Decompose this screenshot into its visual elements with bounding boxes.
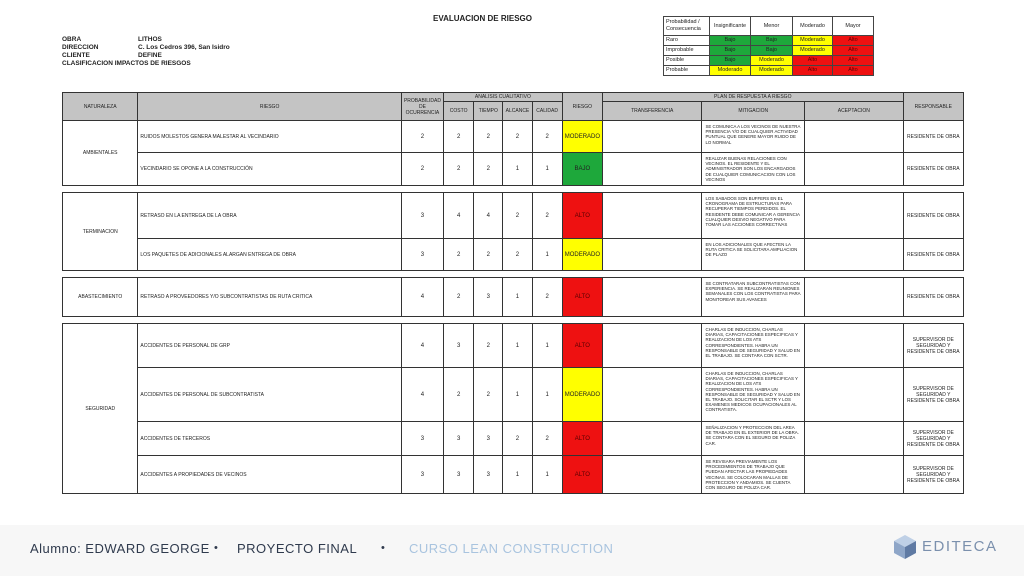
- legend-col-header: Insignificante: [710, 17, 751, 36]
- riesgo-cell: RETRASO A PROVEEDORES Y/O SUBCONTRATISTAS DE RUTA CRITICA: [138, 278, 401, 317]
- responsable-cell: SUPERVISOR DE SEGURIDAD Y RESIDENTE DE OBRA: [903, 456, 963, 494]
- legend-col-header: Moderado: [793, 17, 833, 36]
- legend-row: [664, 56, 874, 66]
- info-row-obra: OBRA LITHOS: [62, 36, 162, 43]
- mitigacion-cell: SEÑALIZACION Y PROTECCION DEL AREA DE TRABAJO EN EL EXTERIOR DE LA OBRA. SE CONTARA CON EL SEGURO DE POLIZA CAR.: [702, 422, 805, 456]
- group-spacer-cell: [63, 271, 964, 278]
- naturaleza-cell: TERMINACION: [63, 193, 138, 271]
- risk-level-badge: MODERADO: [562, 368, 602, 422]
- info-row-cliente: CLIENTE DEFINE: [62, 52, 162, 59]
- tiempo-cell: 4: [474, 193, 503, 239]
- calidad-cell: 1: [532, 239, 562, 271]
- aceptacion-cell: [805, 368, 904, 422]
- naturaleza-cell: AMBIENTALES: [63, 121, 138, 186]
- footer-project: PROYECTO FINAL: [237, 541, 358, 556]
- alcance-cell: 2: [503, 422, 532, 456]
- calidad-cell: 2: [532, 278, 562, 317]
- header-aceptacion: ACEPTACION: [805, 102, 904, 121]
- riesgo-cell: ACCIDENTES DE TERCEROS: [138, 422, 401, 456]
- table-row: [63, 193, 964, 239]
- header-riesgo-nivel: RIESGO: [562, 93, 602, 121]
- mitigacion-cell: CHARLAS DE INDUCCION, CHARLAS DIARIAS, CAPACITACIONES ESPECIFICAS Y REALIZACION DE LOS ATS CORRESPONDIENTES. HABRA UN RESPONSABLE DE SEGURIDAD Y SALUD EN EL TRABAJO. SE CONTARA CON SCTR.: [702, 324, 805, 368]
- footer-separator: •: [214, 542, 219, 554]
- transferencia-cell: [602, 368, 702, 422]
- legend-cell: Bajo: [710, 36, 751, 46]
- risk-matrix-legend: [663, 16, 874, 76]
- riesgo-cell: LOS PAQUETES DE ADICIONALES ALARGAN ENTREGA DE OBRA: [138, 239, 401, 271]
- header-naturaleza: NATURALEZA: [63, 93, 138, 121]
- footer-student: Alumno: EDWARD GEORGE: [30, 541, 210, 556]
- aceptacion-cell: [805, 193, 904, 239]
- tiempo-cell: 3: [474, 278, 503, 317]
- legend-cell: Bajo: [751, 46, 793, 56]
- costo-cell: 2: [444, 239, 474, 271]
- tiempo-cell: 3: [474, 456, 503, 494]
- risk-level-badge: MODERADO: [562, 239, 602, 271]
- probabilidad-cell: 2: [401, 121, 443, 153]
- transferencia-cell: [602, 456, 702, 494]
- calidad-cell: 1: [532, 324, 562, 368]
- risk-level-badge: MODERADO: [562, 121, 602, 153]
- mitigacion-cell: SE COMUNICA A LOS VECINOS DE NUESTRA PRESENCIA Y/O DE CUALQUIER ACTIVIDAD PUNTUAL QUE GENERE MAYOR RUIDO DE LO NORMAL: [702, 121, 805, 153]
- aceptacion-cell: [805, 324, 904, 368]
- legend-cell: Bajo: [710, 56, 751, 66]
- costo-cell: 3: [444, 324, 474, 368]
- risk-level-badge: ALTO: [562, 193, 602, 239]
- costo-cell: 3: [444, 456, 474, 494]
- transferencia-cell: [602, 193, 702, 239]
- probabilidad-cell: 3: [401, 422, 443, 456]
- alcance-cell: 2: [503, 239, 532, 271]
- legend-row: [664, 46, 874, 56]
- costo-cell: 2: [444, 278, 474, 317]
- legend-cell: Alto: [833, 46, 874, 56]
- transferencia-cell: [602, 324, 702, 368]
- header-transferencia: TRANSFERENCIA: [602, 102, 702, 121]
- calidad-cell: 2: [532, 121, 562, 153]
- risk-level-badge: ALTO: [562, 422, 602, 456]
- header-riesgo: RIESGO: [138, 93, 401, 121]
- editeca-cube-icon: [892, 534, 918, 560]
- table-row: [63, 121, 964, 153]
- costo-cell: 2: [444, 121, 474, 153]
- alcance-cell: 1: [503, 278, 532, 317]
- header-responsable: RESPONSABLE: [903, 93, 963, 121]
- aceptacion-cell: [805, 153, 904, 186]
- mitigacion-cell: REALIZAR BUENAS RELACIONES CON VECINOS. EL RESIDENTE Y EL ADMINISTRADOR SON LOS ENCARGADOS DE CUALQUIER COMUNICACION CON LOS VECINOS: [702, 153, 805, 186]
- probabilidad-cell: 3: [401, 456, 443, 494]
- riesgo-cell: RETRASO EN LA ENTREGA DE LA OBRA: [138, 193, 401, 239]
- risk-level-badge: ALTO: [562, 456, 602, 494]
- legend-row-label: Posible: [664, 56, 710, 66]
- alcance-cell: 1: [503, 456, 532, 494]
- responsable-cell: RESIDENTE DE OBRA: [903, 239, 963, 271]
- header-alcance: ALCANCE: [503, 102, 532, 121]
- probabilidad-cell: 4: [401, 324, 443, 368]
- mitigacion-cell: EN LOS ADICIONALES QUE AFECTEN LA RUTA CRITICA SE SOLICITARA AMPLIACION DE PLAZO: [702, 239, 805, 271]
- header-tiempo: TIEMPO: [474, 102, 503, 121]
- mitigacion-cell: SE REVISARA PREVIAMENTE LOS PROCEDIMIENTOS DE TRABAJO QUE PUEDAN AFECTAR LAS PROPIEDADES VECINAS. SE COLOCARAN MALLAS DE PROTECCION Y ANDAMIOS. SE CUENTA CON SEGURO DE POLIZA CAR.: [702, 456, 805, 494]
- aceptacion-cell: [805, 239, 904, 271]
- tiempo-cell: 2: [474, 153, 503, 186]
- riesgo-cell: ACCIDENTES A PROPIEDADES DE VECINOS: [138, 456, 401, 494]
- legend-cell: Alto: [833, 36, 874, 46]
- project-info: [62, 36, 230, 68]
- costo-cell: 3: [444, 422, 474, 456]
- calidad-cell: 1: [532, 456, 562, 494]
- legend-corner: Probabilidad / Consecuencia: [664, 17, 710, 36]
- legend-cell: Alto: [833, 56, 874, 66]
- transferencia-cell: [602, 239, 702, 271]
- info-row-direccion: DIRECCION C. Los Cedros 396, San Isidro: [62, 44, 230, 51]
- riesgo-cell: RUIDOS MOLESTOS GENERA MALESTAR AL VECINDARIO: [138, 121, 401, 153]
- table-row: [63, 278, 964, 317]
- legend-cell: Alto: [793, 66, 833, 76]
- risk-level-badge: ALTO: [562, 278, 602, 317]
- naturaleza-cell: ABASTECIMIENTO: [63, 278, 138, 317]
- mitigacion-cell: SE CONTRATARAN SUBCONTRATISTAS CON EXPERIENCIA. SE REALIZARAN REUNIONES SEMANALES CON LOS CONTRATISTAS PARA MONITOREAR SUS AVANCES: [702, 278, 805, 317]
- transferencia-cell: [602, 278, 702, 317]
- responsable-cell: SUPERVISOR DE SEGURIDAD Y RESIDENTE DE OBRA: [903, 368, 963, 422]
- footer-course: CURSO LEAN CONSTRUCTION: [409, 541, 614, 556]
- footer-separator: •: [381, 542, 386, 554]
- alcance-cell: 1: [503, 368, 532, 422]
- risk-level-badge: ALTO: [562, 324, 602, 368]
- header-calidad: CALIDAD: [532, 102, 562, 121]
- legend-row: [664, 66, 874, 76]
- costo-cell: 4: [444, 193, 474, 239]
- probabilidad-cell: 2: [401, 153, 443, 186]
- table-row: [63, 239, 964, 271]
- header-probabilidad: PROBABILIDAD DE OCURRENCIA: [401, 93, 443, 121]
- group-spacer-cell: [63, 186, 964, 193]
- probabilidad-cell: 3: [401, 239, 443, 271]
- probabilidad-cell: 4: [401, 368, 443, 422]
- responsable-cell: SUPERVISOR DE SEGURIDAD Y RESIDENTE DE OBRA: [903, 422, 963, 456]
- tiempo-cell: 2: [474, 324, 503, 368]
- transferencia-cell: [602, 153, 702, 186]
- riesgo-cell: ACCIDENTES DE PERSONAL DE SUBCONTRATISTA: [138, 368, 401, 422]
- legend-cell: Moderado: [710, 66, 751, 76]
- aceptacion-cell: [805, 422, 904, 456]
- editeca-logo: EDITECA: [922, 538, 998, 555]
- calidad-cell: 1: [532, 368, 562, 422]
- risk-table: [62, 92, 964, 494]
- header-analisis: ANALISIS CUALITATIVO: [444, 93, 563, 102]
- legend-row-label: Raro: [664, 36, 710, 46]
- aceptacion-cell: [805, 121, 904, 153]
- info-row-clasificacion: CLASIFICACION IMPACTOS DE RIESGOS: [62, 60, 191, 67]
- legend-cell: Bajo: [751, 36, 793, 46]
- header-costo: COSTO: [444, 102, 474, 121]
- responsable-cell: RESIDENTE DE OBRA: [903, 153, 963, 186]
- costo-cell: 2: [444, 368, 474, 422]
- alcance-cell: 2: [503, 193, 532, 239]
- riesgo-cell: VECINDARIO SE OPONE A LA CONSTRUCCIÓN: [138, 153, 401, 186]
- tiempo-cell: 2: [474, 121, 503, 153]
- alcance-cell: 1: [503, 324, 532, 368]
- transferencia-cell: [602, 121, 702, 153]
- naturaleza-cell: SEGURIDAD: [63, 324, 138, 494]
- group-spacer: [63, 317, 964, 324]
- group-spacer-cell: [63, 317, 964, 324]
- table-row: [63, 368, 964, 422]
- legend-col-header: Mayor: [833, 17, 874, 36]
- legend-cell: Moderado: [793, 36, 833, 46]
- table-row: [63, 324, 964, 368]
- page-title: EVALUACION DE RIESGO: [433, 14, 532, 23]
- tiempo-cell: 2: [474, 239, 503, 271]
- calidad-cell: 2: [532, 422, 562, 456]
- legend-cell: Moderado: [793, 46, 833, 56]
- costo-cell: 2: [444, 153, 474, 186]
- group-spacer: [63, 186, 964, 193]
- risk-level-badge: BAJO: [562, 153, 602, 186]
- legend-cell: Alto: [793, 56, 833, 66]
- header-mitigacion: MITIGACION: [702, 102, 805, 121]
- responsable-cell: RESIDENTE DE OBRA: [903, 121, 963, 153]
- alcance-cell: 1: [503, 153, 532, 186]
- legend-cell: Moderado: [751, 56, 793, 66]
- legend-cell: Bajo: [710, 46, 751, 56]
- tiempo-cell: 3: [474, 422, 503, 456]
- calidad-cell: 1: [532, 153, 562, 186]
- aceptacion-cell: [805, 278, 904, 317]
- mitigacion-cell: LOS SABADOS SON BUFFERS EN EL CRONOGRAMA DE ESTRUCTURAS PARA RECUPERAR TIEMPOS PERDIDOS. EL RESIDENTE DEBE COMUNICAR A GERENCIA CUALQUIER DESVIO NEGATIVO PARA TOMAR LAS ACCIONES CORRECTIVAS: [702, 193, 805, 239]
- table-row: [63, 153, 964, 186]
- legend-col-header: Menor: [751, 17, 793, 36]
- responsable-cell: RESIDENTE DE OBRA: [903, 193, 963, 239]
- legend-row: [664, 36, 874, 46]
- responsable-cell: SUPERVISOR DE SEGURIDAD Y RESIDENTE DE OBRA: [903, 324, 963, 368]
- riesgo-cell: ACCIDENTES DE PERSONAL DE GRP: [138, 324, 401, 368]
- aceptacion-cell: [805, 456, 904, 494]
- alcance-cell: 2: [503, 121, 532, 153]
- legend-row-label: Improbable: [664, 46, 710, 56]
- calidad-cell: 2: [532, 193, 562, 239]
- legend-row-label: Probable: [664, 66, 710, 76]
- tiempo-cell: 2: [474, 368, 503, 422]
- probabilidad-cell: 3: [401, 193, 443, 239]
- transferencia-cell: [602, 422, 702, 456]
- responsable-cell: RESIDENTE DE OBRA: [903, 278, 963, 317]
- mitigacion-cell: CHARLAS DE INDUCCION, CHARLAS DIARIAS, CAPACITACIONES ESPECIFICAS Y REALIZACION DE LOS ATS CORRESPONDIENTES. HABRA UN RESPONSABLE DE SEGURIDAD Y SALUD EN EL TRABAJO. SOLICITAR EL SCTR Y LOS EXAMENES MEDICOS OCUPACIONALES AL CONTRATISTA.: [702, 368, 805, 422]
- header-plan: PLAN DE RESPUESTA A RIESGO: [602, 93, 903, 102]
- group-spacer: [63, 271, 964, 278]
- table-row: [63, 422, 964, 456]
- legend-cell: Alto: [833, 66, 874, 76]
- table-row: [63, 456, 964, 494]
- probabilidad-cell: 4: [401, 278, 443, 317]
- legend-cell: Moderado: [751, 66, 793, 76]
